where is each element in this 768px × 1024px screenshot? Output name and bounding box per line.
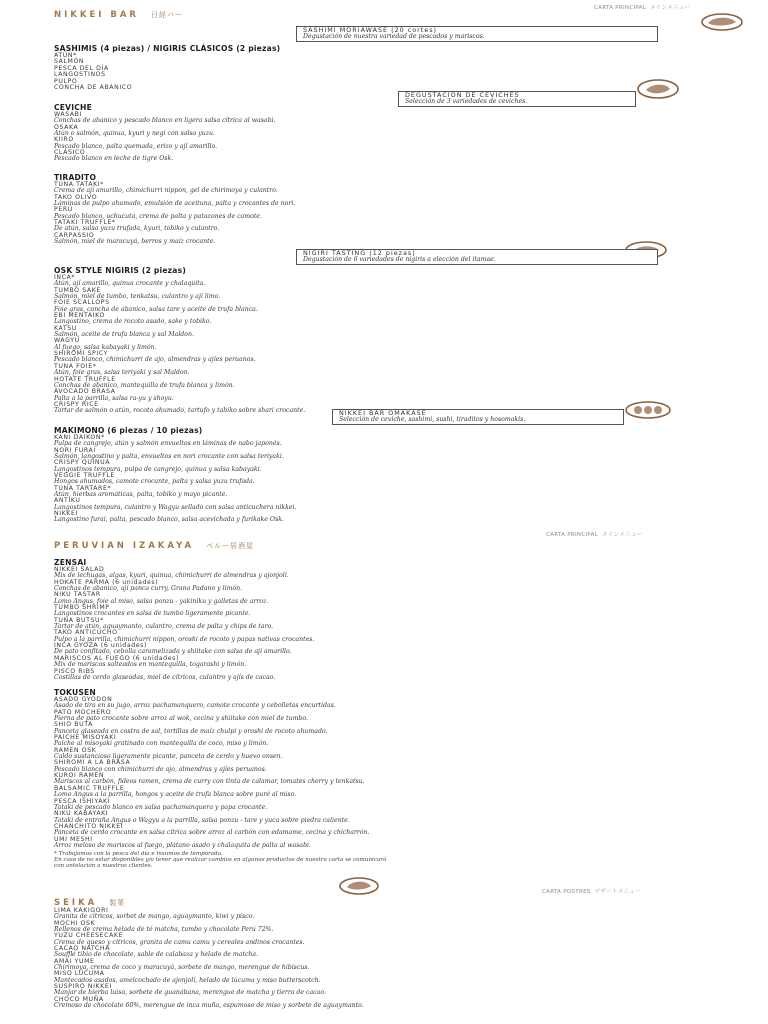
osk-nigiris-list [54,275,614,415]
item-desc: De pato confitado, cebolla caramelizada y shiitake con salsa de ají amarillo. [54,648,292,656]
item-name: TUMBO SHRIMP [54,604,110,612]
peruvian-izakaya-header [54,541,254,551]
item-desc: Langostino furai, palta, pescado blanco, salsa acevichada y furikake Osk. [54,516,284,524]
section-tiradito: TIRADITO [54,173,97,182]
carta-principal-label [594,3,690,11]
list-item [54,326,614,339]
item-desc: Conchas de abanico y pescado blanco en ligera salsa cítrica al wasabi. [54,117,276,125]
footnote-line: * Trabajamos con la pesca del día e insumos de temporada. [54,851,223,857]
item-desc: Asado de tira en su jugo, arroz pachamanquero, camote crocante y cebolletas encurtidas. [54,702,336,710]
item-name: AMAI YUME [54,957,95,965]
nikkei-bar-header [54,10,183,20]
item-name: ASADO GYODON [54,696,113,703]
list-item [54,605,614,618]
item-desc: Salmón, aceite de trufa blanca y sal Maldon. [54,331,194,339]
list-item [54,722,614,735]
item-name: TUNA TARTARE* [54,484,112,492]
list-item [54,112,614,125]
item-desc: Tataki de entraña Angus o Wagyu a la parrilla, salsa ponzu - tare y yuca sobre piedra caliente. [54,816,350,824]
ceviche-emblem-icon [636,78,680,100]
item-name: MOCHI OSK [54,919,96,927]
item-desc: De atún, salsa yuzu trufada, kyuri, tobiko y culantro. [54,225,220,233]
list-item: PESCA DEL DÍA [54,64,109,72]
item-name: NIKU KABAYAKI [54,810,109,818]
item-desc: Soufflé tibio de chocolate, sable de calabaza y helado de matcha. [54,951,259,959]
item-name: WAGYU [54,337,80,345]
item-name: TAKO ANTICUCHO [54,629,118,637]
item-name: TUMBO SAKE [54,286,101,294]
list-item [54,618,614,631]
item-name: TUNA BUTSU* [54,616,104,624]
peruvian-izakaya-title-jp: ペルー居酒屋 [206,542,255,550]
item-name: NORI FURAI [54,446,96,454]
item-desc: Pescado blanco con chimichurri de ajo, almendras y ajíes peruanos. [54,765,267,773]
list-item [54,984,614,997]
list-item [54,933,614,946]
item-desc: Salmón, langostino y palta, envueltos en nori crocante con salsa teriyaki. [54,453,284,461]
item-name: HOTATE TRUFFLE [54,375,116,383]
item-desc: Pescado blanco, palta quemada, erizo y ají amarillo. [54,142,218,150]
section-sashimis: SASHIMIS (4 piezas) / NIGIRIS CLÁSICOS (2 piezas) [54,44,281,53]
list-item [54,592,614,605]
item-desc: Pierna de pato crocante sobre arroz al wok, cecina y shiitake con miel de tumbo. [54,715,308,723]
item-name: PESCA ISHIYAKI [54,797,111,805]
item-name: CRISPY QUINUA [54,459,111,467]
tokusen-list [54,697,614,849]
item-name: KATSU [54,324,77,332]
item-desc: Salmón, miel de tumbo, tenkatsu, culantro y ají limo. [54,293,221,301]
sashimi-moriawase-box [296,26,658,42]
item-name: INCA* [54,274,76,281]
item-desc: Arroz meloso de mariscos al fuego, plátano asado y chalaquita de palta al wasabi. [54,841,311,849]
box-desc: Degustación de 6 variedades de nigiris a elección del itamae. [303,256,496,263]
item-desc: Conchas de abanico, ají panca curry, Grana Padano y limón. [54,585,243,593]
item-name: KIIRO [54,136,74,144]
ceviche-list [54,112,614,163]
carta-label: CARTA PRINCIPAL [546,532,599,538]
list-item [54,710,614,723]
list-item: SALMÓN [54,58,85,66]
carta-label-jp: メインメニュー [650,5,691,11]
list-item [54,811,614,824]
carta-principal-label-2 [546,530,642,538]
item-desc: Pulpa de cangrejo, atún y salmón envueltos en láminas de nabo japonés. [54,440,282,448]
item-name: TUNA TATAKI* [54,181,104,188]
box-title: NIGIRI TASTING (12 piezas) [303,249,416,257]
item-desc: Mix de lechugas, algas, kyuri, quinua, chimichurri de almendras y ajonjolí. [54,572,289,580]
list-item [54,697,614,710]
item-name: KUROI RAMEN [54,772,105,780]
item-name: KANI DAIKON* [54,434,105,441]
item-desc: Salmón, miel de maracuyá, berros y maíz crocante. [54,238,216,246]
carta-label: CARTA POSTRES [542,889,591,895]
item-name: NIKKEI [54,510,78,518]
list-item [54,288,614,301]
list-item [54,971,614,984]
nikkei-bar-title: NIKKEI BAR [54,10,139,20]
list-item [54,837,614,850]
item-name: NIKKEI SALAD [54,566,105,573]
list-item [54,364,614,377]
item-desc: Langostinos crocantes en salsa de tumbo ligeramente picante. [54,610,251,618]
item-name: LIMA KAKIGORI [54,907,109,914]
item-name: RAMEN OSK [54,746,97,754]
list-item [54,137,614,150]
tiradito-list [54,182,614,245]
nigiri-tasting-box [296,249,658,265]
item-desc: Palta a la parrilla, salsa ra-yu y shoyu. [54,394,174,402]
list-item [54,460,614,473]
list-item [54,997,614,1010]
item-name: PATO MOCHERO [54,708,112,716]
item-name: CHOCO MUÑA [54,995,104,1003]
bowl-emblem-icon [700,12,744,32]
item-desc: Mariscos al carbón, fideos ramen, crema de curry con tinta de calamar, tomates cherry y tenkatsu. [54,778,365,786]
item-name: PERÚ [54,206,73,214]
footnote [54,851,654,869]
list-item [54,195,614,208]
footnote-line: En caso de no estar disponibles y/o tener que realizar cambios en algunos productos de nuestra carta se comunicará [54,857,387,864]
item-desc: Manjar de hierba luisa, sorbete de guanábana, merengue de matcha y tierra de cacao. [54,989,326,997]
item-desc: Rellenos de crema helada de té matcha, tumbo y chocolate Perú 72%. [54,926,274,934]
list-item [54,338,614,351]
carta-postres-label [542,887,641,895]
carta-label-jp: デザートメニュー [594,889,642,895]
seika-list [54,908,614,1010]
item-desc: Al fuego, salsa kabayaki y limón. [54,343,157,351]
sashimis-list [54,53,614,91]
item-desc: Pescado blanco en leche de tigre Osk. [54,155,174,163]
list-item [54,669,614,682]
list-item [54,377,614,390]
seika-title: SEIKA [54,898,98,908]
list-item [54,486,614,499]
list-item [54,959,614,972]
item-desc: Hongos ahumados, camote crocante, palta y salsa yuzu trufada. [54,478,255,486]
item-desc: Lomo Angus a la parrilla, hongos y aceite de trufa blanca sobre puré al miso. [54,791,297,799]
list-item [54,908,614,921]
zensai-list [54,567,614,681]
item-name: BALSAMIC TRUFFLE [54,784,125,792]
item-name: SHIO BUTA [54,721,93,729]
item-name: TATAKI TRUFFLE* [54,219,116,227]
item-name: TUNA FOIE* [54,362,97,370]
box-title: NIKKEI BAR OMAKASE [339,409,427,417]
item-desc: Atún o salmón, quinua, kyuri y negi con salsa yuzu. [54,130,216,138]
item-name: FOIE SCALLOPS [54,299,110,307]
section-tokusen: TOKUSEN [54,688,96,697]
box-desc: Selección de 3 variedades de ceviches. [405,98,528,105]
item-desc: Conchas de abanico, mantequilla de trufa blanca y limón. [54,381,235,389]
list-item [54,656,614,669]
list-item [54,511,614,524]
section-makimono: MAKIMONO (6 piezas / 10 piezas) [54,426,203,435]
list-item [54,567,614,580]
list-item [54,435,614,448]
list-item [54,748,614,761]
list-item [54,799,614,812]
item-name: CLÁSICO [54,149,86,157]
item-desc: Pulpo a la parrilla, chimichurri nippon, oroshi de rocoto y papas nativas crocantes. [54,635,315,643]
list-item: ATÚN* [54,52,77,59]
item-desc: Paiche al misoyaki gratinado con mantequilla de coco, miso y limón. [54,740,269,748]
makimono-list [54,435,614,524]
item-desc: Langostinos tempura, culantro y Wagyu sellado con salsa anticuchera nikkei. [54,503,297,511]
item-desc: Foie gras, concha de abanico, salsa tare y aceite de trufa blanca. [54,305,258,313]
item-name: CRISPY RICE [54,400,99,408]
item-name: CARPASSIO [54,231,95,239]
list-item: LANGOSTINOS [54,71,106,79]
list-item [54,313,614,326]
list-item [54,760,614,773]
item-desc: Chirimoya, crema de coco y maracuyá, sorbete de mango, merengue de hibiscus. [54,964,310,972]
item-desc: Lomo Angus, foie al miso, salsa ponzu - yakiniku y galletas de arroz. [54,597,269,605]
list-item [54,150,614,163]
list-item [54,773,614,786]
item-name: YUZU CHEESECAKE [54,932,124,940]
item-name: PAICHE MISOYAKI [54,734,117,742]
list-item [54,498,614,511]
list-item [54,182,614,195]
nikkei-bar-title-jp: 日経バー [150,11,183,19]
item-name: MARISCOS AL FUEGO (6 unidades) [54,654,179,662]
list-item [54,946,614,959]
item-desc: Cremoso de chocolate 60%, merengue de inca muña, espumoso de miso y sorbete de aguaymanto. [54,1002,364,1010]
footnote-line: con antelación a nuestros clientes. [54,863,153,870]
item-name: INCA GYOZA (6 unidades) [54,642,147,650]
box-title: SASHIMI MORIAWASE (20 cortes) [303,26,438,34]
list-item [54,643,614,656]
omakase-box [332,409,624,425]
item-desc: Tartar de atún, aguaymanto, culantro, crema de palta y chips de taro. [54,623,274,631]
item-desc: Atún, ají amarillo, quinua crocante y chalaquita. [54,280,206,288]
list-item [54,125,614,138]
item-desc: Costillas de cerdo glaseadas, miel de cítricos, culantro y ajís de cacao. [54,673,276,681]
item-name: SHIROMI A LA BRASA [54,759,131,767]
item-name: PISCO RIBS [54,667,95,675]
list-item [54,824,614,837]
item-name: AVOCADO BRASA [54,388,116,396]
item-desc: Láminas de pulpo ahumado, emulsión de aceituna, palta y crocantes de nori. [54,200,296,208]
item-desc: Caldo sustancioso ligeramente picante, panceta de cerdo y huevo onsen. [54,753,283,761]
item-name: NIKU TASTAR [54,591,101,599]
item-desc: Atún, foie gras, salsa teriyaki y sal Maldon. [54,369,190,377]
item-name: OSAKA [54,123,79,131]
item-name: WASABI [54,111,82,118]
item-desc: Tataki de pescado blanco en salsa pachamanquera y papa crocante. [54,803,268,811]
dessert-emblem-icon [338,876,380,896]
item-desc: Mantecados asados, amelcochado de ajonjolí, helado de lúcuma y miso butterscotch. [54,976,321,984]
item-desc: Panceta glaseada en costra de sal, tortillas de maíz chulpi y oroshi de rocoto ahumado. [54,727,328,735]
item-desc: Pescado blanco, uchucuta, crema de palta y patacones de camote. [54,212,262,220]
item-name: VEGGIE TRUFFLE [54,472,115,480]
item-name: MISO LÚCUMA [54,970,105,978]
box-desc: Selección de ceviche, sashimi, sushi, tiraditos y hosomakis. [339,416,526,423]
item-name: UMI MESHI [54,835,93,843]
item-desc: Mix de mariscos salteados en mantequilla, togarashi y limón. [54,661,247,669]
section-osk-nigiris: OSK STYLE NIGIRIS (2 piezas) [54,266,187,275]
item-name: EBI MENTAIKO [54,312,105,320]
item-desc: Panceta de cerdo crocante en salsa cítrica sobre arroz al carbón con edamame, cecina y chicharrón. [54,829,370,837]
list-item [54,233,614,246]
omakase-emblem-icon [624,400,672,420]
item-desc: Atún, hierbas aromáticas, palta, tobiko y mayo picante. [54,491,228,499]
degustacion-ceviches-box [398,91,636,107]
list-item [54,220,614,233]
item-desc: Crema de ají amarillo, chimichurri nippon, gel de chirimoya y culantro. [54,187,278,195]
list-item [54,786,614,799]
seika-title-jp: 製菓 [109,899,126,907]
item-name: SUSPIRO NIKKEI [54,983,112,991]
item-desc: Langostinos tempura, pulpa de cangrejo, quinua y salsa kabayaki. [54,465,262,473]
list-item [54,473,614,486]
box-title: DEGUSTACIÓN DE CEVICHES [405,91,520,99]
carta-label: CARTA PRINCIPAL [594,5,647,11]
item-desc: Langostino, crema de rocoto asado, sake y tobiko. [54,318,212,326]
list-item [54,448,614,461]
list-item: CONCHA DE ABANICO [54,84,133,92]
section-ceviche: CEVICHE [54,103,92,112]
section-zensai: ZENSAI [54,558,87,567]
list-item [54,389,614,402]
item-name: ANTIKU [54,497,81,505]
item-name: HOKATE PARMA (6 unidades) [54,578,159,586]
item-desc: Granita de cítricos, sorbet de mango, aguaymanto, kiwi y pisco. [54,913,255,921]
item-desc: Tartar de salmón o atún, rocoto ahumado, tartufo y tabiko sobre shari crocante. [54,407,306,415]
list-item [54,300,614,313]
list-item [54,207,614,220]
box-desc: Degustación de nuestra variedad de pescados y mariscos. [303,33,485,40]
list-item [54,580,614,593]
item-name: SHIROMI SPICY [54,350,108,358]
list-item [54,275,614,288]
list-item [54,351,614,364]
peruvian-izakaya-title: PERUVIAN IZAKAYA [54,541,195,551]
item-name: CACAO NATCHA [54,945,110,953]
list-item [54,921,614,934]
item-desc: Pescado blanco, chimichurri de ajo, almendras y ajíes peruanos. [54,356,256,364]
item-desc: Crema de queso y cítricos, granita de camu camu y cereales andinos crocantes. [54,938,305,946]
list-item: PULPO [54,77,78,85]
item-name: TAKO OLIVO [54,193,98,201]
item-name: CHANCHITO NIKKEI [54,822,124,830]
carta-label-jp: メインメニュー [602,532,643,538]
list-item [54,735,614,748]
